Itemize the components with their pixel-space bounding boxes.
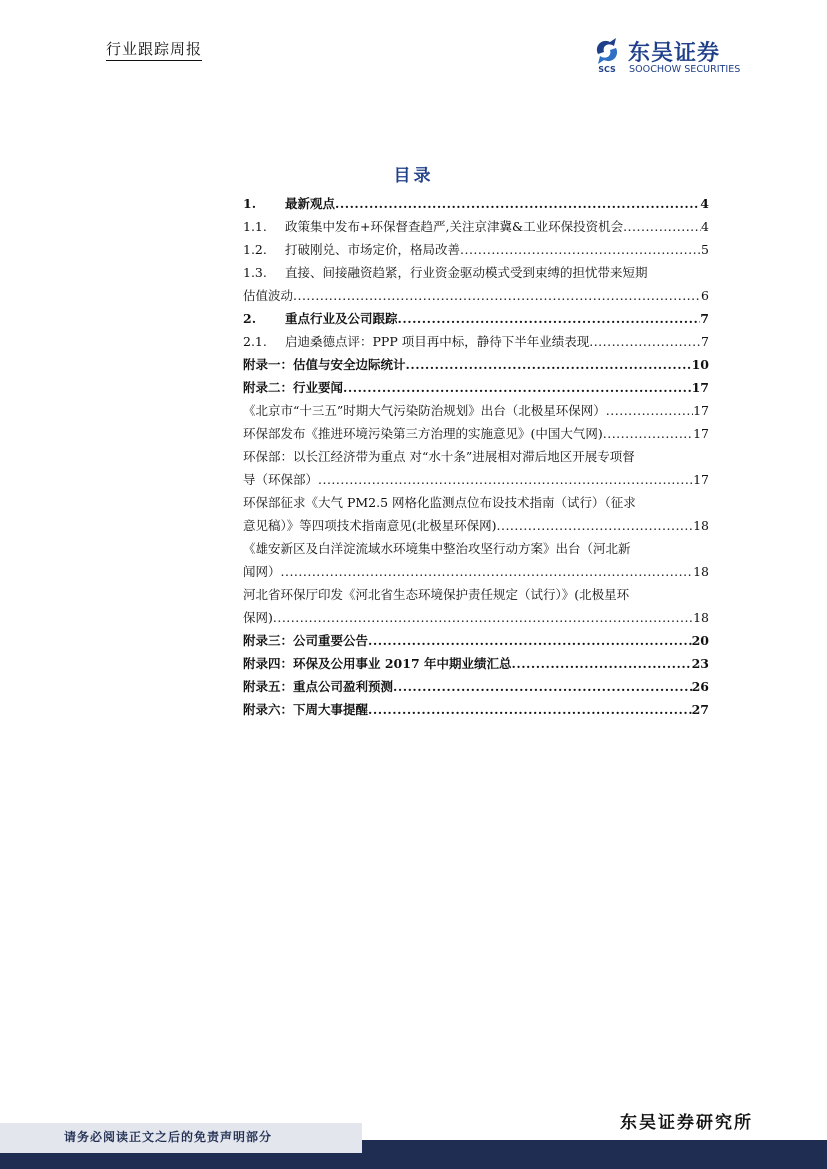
toc-dot-leader bbox=[335, 192, 700, 215]
toc-entry-continuation[interactable] bbox=[243, 468, 709, 491]
toc-entry-number: 1.3. bbox=[243, 265, 267, 280]
toc-entry[interactable] bbox=[243, 698, 709, 721]
company-name-cn: 东吴证券 bbox=[628, 41, 721, 66]
toc-entry-page: 5 bbox=[701, 242, 709, 257]
toc-entry-continuation[interactable] bbox=[243, 560, 709, 583]
toc-entry-text: 最新观点 bbox=[285, 196, 336, 211]
toc-entry-text: 附录二：行业要闻 bbox=[243, 380, 344, 395]
toc-entry-text: 环保部发布《推进环境污染第三方治理的实施意见》(中国大气网) bbox=[243, 426, 603, 441]
toc-entry[interactable] bbox=[243, 261, 709, 284]
toc-entry[interactable] bbox=[243, 192, 709, 215]
toc-entry-number: 1.2. bbox=[243, 242, 267, 257]
toc-dot-leader bbox=[589, 330, 701, 353]
toc-entry-page: 4 bbox=[700, 196, 709, 211]
toc-entry-text: 《北京市“十三五”时期大气污染防治规划》出台（北极星环保网） bbox=[243, 403, 606, 418]
toc-entry[interactable] bbox=[243, 583, 709, 606]
toc-entry-page: 23 bbox=[691, 656, 709, 671]
toc-entry-text-continued: 估值波动 bbox=[243, 288, 294, 303]
disclaimer-notice: 请务必阅读正文之后的免责声明部分 bbox=[64, 1130, 273, 1144]
toc-entry[interactable] bbox=[243, 445, 709, 468]
toc-entry-continuation[interactable] bbox=[243, 606, 709, 629]
toc-entry-text: 附录四：环保及公用事业 2017 年中期业绩汇总 bbox=[243, 656, 512, 671]
toc-dot-leader bbox=[343, 376, 692, 399]
toc-entry-page: 4 bbox=[701, 219, 709, 234]
toc-dot-leader bbox=[293, 284, 701, 307]
toc-entry-continuation[interactable] bbox=[243, 514, 709, 537]
toc-entry-text: 《雄安新区及白洋淀流域水环境集中整治攻坚行动方案》出台（河北新 bbox=[243, 541, 631, 556]
toc-entry-continuation[interactable] bbox=[243, 284, 709, 307]
toc-entry-page: 18 bbox=[693, 564, 709, 579]
toc-entry-text: 附录六：下周大事提醒 bbox=[243, 702, 369, 717]
toc-entry-text: 附录三：公司重要公告 bbox=[243, 633, 369, 648]
toc-dot-leader bbox=[273, 606, 693, 629]
toc-dot-leader bbox=[497, 514, 694, 537]
toc-entry-page: 6 bbox=[701, 288, 709, 303]
toc-entry[interactable] bbox=[243, 353, 709, 376]
toc-entry-page: 20 bbox=[691, 633, 709, 648]
toc-entry-text: 环保部征求《大气 PM2.5 网格化监测点位布设技术指南（试行）（征求 bbox=[243, 495, 636, 510]
toc-entry-text: 附录五：重点公司盈利预测 bbox=[243, 679, 394, 694]
logo-mark-text: SCS bbox=[598, 65, 616, 74]
toc-entry-text: 重点行业及公司跟踪 bbox=[285, 311, 398, 326]
toc-entry[interactable] bbox=[243, 422, 709, 445]
toc-entry-page: 10 bbox=[691, 357, 709, 372]
toc-entry[interactable] bbox=[243, 307, 709, 330]
toc-entry[interactable] bbox=[243, 675, 709, 698]
toc-entry-text: 河北省环保厅印发《河北省生态环境保护责任规定（试行）》(北极星环 bbox=[243, 587, 630, 602]
company-logo bbox=[592, 36, 754, 78]
toc-entry-page: 17 bbox=[693, 403, 709, 418]
toc-dot-leader bbox=[368, 698, 692, 721]
toc-entry-number: 2.1. bbox=[243, 334, 267, 349]
toc-entry-number: 1.1. bbox=[243, 219, 267, 234]
toc-dot-leader bbox=[512, 652, 692, 675]
toc-entry-page: 27 bbox=[691, 702, 709, 717]
toc-entry-page: 17 bbox=[691, 380, 709, 395]
toc-entry-page: 17 bbox=[693, 426, 709, 441]
toc-dot-leader bbox=[406, 353, 692, 376]
report-type-label: 行业跟踪周报 bbox=[106, 38, 202, 61]
soochow-logo-icon bbox=[592, 36, 622, 74]
toc-entry-page: 18 bbox=[693, 610, 709, 625]
toc-entry-page: 7 bbox=[701, 334, 709, 349]
toc-dot-leader bbox=[281, 560, 694, 583]
toc-entry-page: 7 bbox=[700, 311, 709, 326]
toc-entry-text-continued: 导（环保部） bbox=[243, 472, 319, 487]
toc-entry-text-continued: 保网) bbox=[243, 610, 273, 625]
toc-dot-leader bbox=[623, 215, 701, 238]
toc-entry[interactable] bbox=[243, 330, 709, 353]
toc-entry-number: 1. bbox=[243, 196, 257, 211]
company-name-en: SOOCHOW SECURITIES bbox=[629, 64, 741, 75]
toc-entry-page: 26 bbox=[691, 679, 709, 694]
toc-entry[interactable] bbox=[243, 537, 709, 560]
toc-entry-text: 附录一：估值与安全边际统计 bbox=[243, 357, 406, 372]
research-institute-name: 东吴证券研究所 bbox=[620, 1113, 753, 1133]
toc-entry[interactable] bbox=[243, 491, 709, 514]
toc-title: 目录 bbox=[393, 166, 434, 186]
toc-dot-leader bbox=[368, 629, 692, 652]
toc-entry[interactable] bbox=[243, 652, 709, 675]
table-of-contents bbox=[243, 192, 709, 721]
toc-entry[interactable] bbox=[243, 215, 709, 238]
toc-entry-text: 环保部：以长江经济带为重点 对“水十条”进展相对滞后地区开展专项督 bbox=[243, 449, 635, 464]
toc-dot-leader bbox=[606, 399, 693, 422]
toc-entry-text-continued: 意见稿）》等四项技术指南意见(北极星环保网) bbox=[243, 518, 497, 533]
toc-dot-leader bbox=[460, 238, 701, 261]
toc-entry[interactable] bbox=[243, 399, 709, 422]
toc-entry-text: 启迪桑德点评：PPP 项目再中标，静待下半年业绩表现 bbox=[285, 334, 590, 349]
toc-entry-page: 18 bbox=[693, 518, 709, 533]
toc-entry-text: 打破刚兑、市场定价，格局改善 bbox=[285, 242, 461, 257]
toc-dot-leader bbox=[398, 307, 701, 330]
toc-dot-leader bbox=[603, 422, 693, 445]
toc-dot-leader bbox=[318, 468, 693, 491]
toc-entry[interactable] bbox=[243, 238, 709, 261]
toc-entry-text: 直接、间接融资趋紧，行业资金驱动模式受到束缚的担忧带来短期 bbox=[285, 265, 648, 280]
toc-entry[interactable] bbox=[243, 629, 709, 652]
toc-entry-number: 2. bbox=[243, 311, 257, 326]
toc-entry-text-continued: 闻网） bbox=[243, 564, 281, 579]
toc-entry-text: 政策集中发布+环保督查趋严,关注京津冀&工业环保投资机会 bbox=[285, 219, 624, 234]
toc-entry[interactable] bbox=[243, 376, 709, 399]
toc-dot-leader bbox=[393, 675, 692, 698]
toc-entry-page: 17 bbox=[693, 472, 709, 487]
